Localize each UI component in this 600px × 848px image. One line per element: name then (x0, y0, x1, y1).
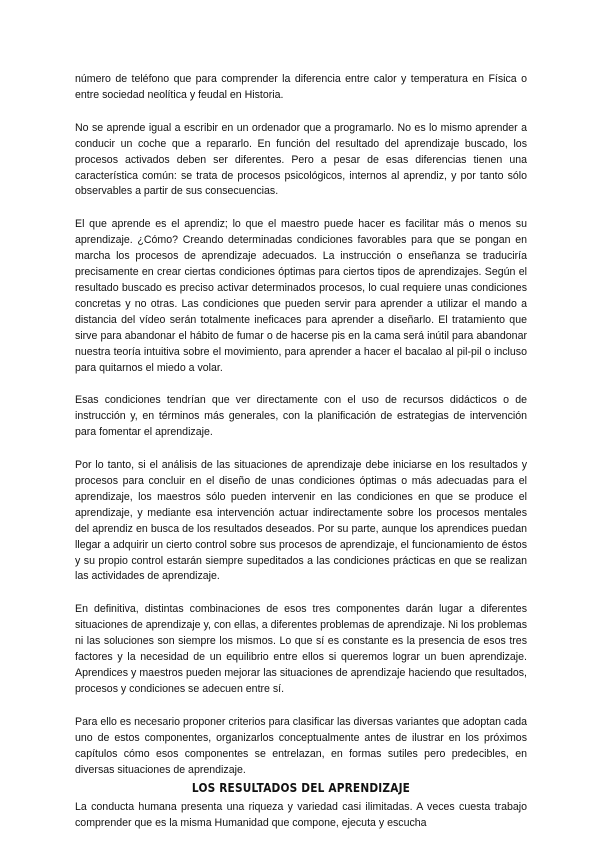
paragraph-5: Por lo tanto, si el análisis de las situaciones de aprendizaje debe iniciarse en los resultados y procesos para concluir en el diseño de unas condiciones óptimas o más adecuadas para el aprendizaje, los maestros sólo pueden intervenir en las condiciones en que se produce el aprendizaje, y mediante esa intervención actuar indirectamente sobre los procesos mentales del aprendiz en busca de los resultados deseados. Por su parte, aunque los aprendices puedan llegar a adquirir un cierto control sobre sus procesos de aprendizaje, el funcionamiento de éstos y su propio control estarán siempre supeditados a las condiciones prácticas en que se realizan las actividades de aprendizaje. (75, 459, 527, 583)
paragraph-6: En definitiva, distintas combinaciones de esos tres componentes darán lugar a diferentes situaciones de aprendizaje y, con ellas, a diferentes problemas de aprendizaje. Ni los problemas ni las soluciones son siempre los mismos. Lo que sí es constante es la presencia de esos tres factores y la necesidad de un equilibrio entre ellos si queremos lograr un buen aprendizaje. Aprendices y maestros pueden mejorar las situaciones de aprendizaje haciendo que resultados, procesos y condiciones se adecuen entre sí. (75, 603, 527, 695)
paragraph-3: El que aprende es el aprendiz; lo que el maestro puede hacer es facilitar más o menos su aprendizaje. ¿Cómo? Creando determinadas condiciones favorables para que se pongan en marcha los procesos de aprendizaje adecuados. La instrucción o enseñanza se traduciría precisamente en crear ciertas condiciones óptimas para ciertos tipos de aprendizajes. Según el resultado buscado es preciso activar determinados procesos, lo cual requiere unas condiciones concretas y no otras. Las condiciones que pueden servir para aprender a utilizar el mando a distancia del vídeo serán totalmente ineficaces para aprender a diseñarlo. El tratamiento que sirve para abandonar el hábito de fumar o de hacerse pis en la cama será inútil para abandonar nuestra teoría intuitiva sobre el movimiento, para aprender a hacer el bacalao al pil-pil o incluso para quitarnos el miedo a volar. (75, 218, 527, 374)
paragraph-2: No se aprende igual a escribir en un ordenador que a programarlo. No es lo mismo aprender a conducir un coche que a repararlo. En función del resultado del aprendizaje buscado, los procesos activados deben ser diferentes. Pero a pesar de esas diferencias tienen una característica común: se trata de procesos psicológicos, internos al aprendiz, y por tanto sólo observables a partir de sus consecuencias. (75, 121, 527, 198)
paragraph-1: número de teléfono que para comprender la diferencia entre calor y temperatura en Física o entre sociedad neolítica y feudal en Historia. (75, 73, 527, 101)
section-paragraph: La conducta humana presenta una riqueza y variedad casi ilimitadas. A veces cuesta trabajo comprender que es la misma Humanidad que compone, ejecuta y escucha (75, 801, 527, 830)
section-heading: LOS RESULTADOS DEL APRENDIZAJE (191, 781, 411, 796)
paragraph-7: Para ello es necesario proponer criterios para clasificar las diversas variantes que adoptan cada uno de estos componentes, organizarlos conceptualmente antes de ilustrar en los próximos capítulos cómo esos componentes se entrelazan, en formas sutiles pero predecibles, en diversas situaciones de aprendizaje. (75, 715, 527, 776)
paragraph-4: Esas condiciones tendrían que ver directamente con el uso de recursos didácticos o de instrucción y, en términos más generales, con la planificación de estrategias de intervención para fomentar el aprendizaje. (75, 394, 527, 439)
document-page (75, 72, 527, 832)
